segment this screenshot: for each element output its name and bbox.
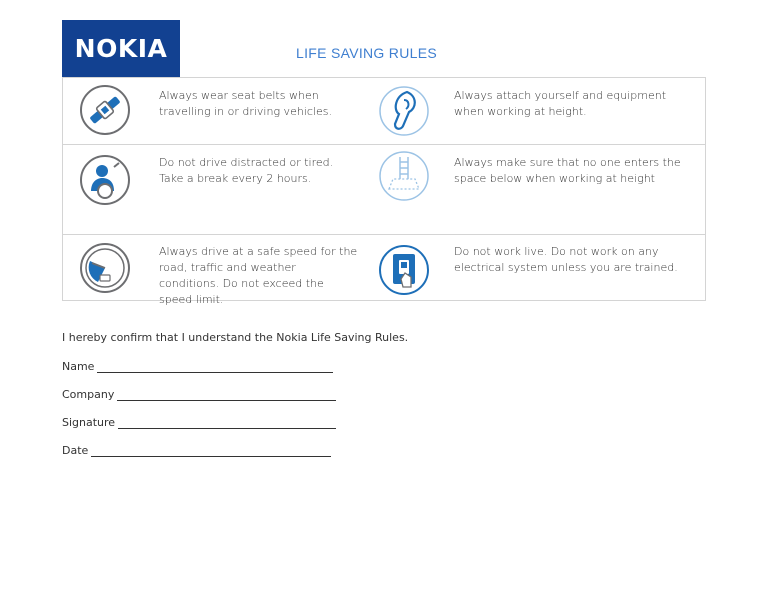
rule-text: Do not work live. Do not work on any electrical system unless you are trained. [454,245,678,274]
confirmation-statement: I hereby confirm that I understand the Nokia Life Saving Rules. [62,331,409,344]
date-signature-line[interactable] [91,444,331,457]
speedometer-icon [78,241,132,295]
name-field[interactable] [62,360,333,373]
rules-row [63,144,705,235]
field-label: Name [62,360,95,373]
rules-row [63,234,705,306]
rule-text: Do not drive distracted or tired. Take a break every 2 hours. [159,156,334,185]
harness-hook-icon [377,84,431,138]
signature-field[interactable] [62,416,336,429]
rules-table [62,77,706,306]
name-signature-line[interactable] [97,360,333,373]
company-field[interactable] [62,388,336,401]
page-title: LIFE SAVING RULES [296,45,437,61]
rule-text: Always drive at a safe speed for the road, traffic and weather conditions. Do not exceed the speed limit. [159,245,358,306]
rules-row [63,78,705,144]
company-signature-line[interactable] [117,388,336,401]
field-label: Company [62,388,115,401]
seat-belt-icon [78,83,132,137]
ladder-zone-icon [377,149,431,203]
rule-text: Always attach yourself and equipment when working at height. [454,89,667,118]
electrical-switch-icon [377,243,431,297]
rule-text: Always make sure that no one enters the space below when working at height [454,156,681,185]
nokia-logo: NOKIA [62,20,180,77]
field-label: Date [62,444,89,457]
date-field[interactable] [62,444,331,457]
rule-text: Always wear seat belts when travelling in or driving vehicles. [159,89,332,118]
distracted-driver-icon [78,153,132,207]
signature-line[interactable] [118,416,336,429]
field-label: Signature [62,416,116,429]
